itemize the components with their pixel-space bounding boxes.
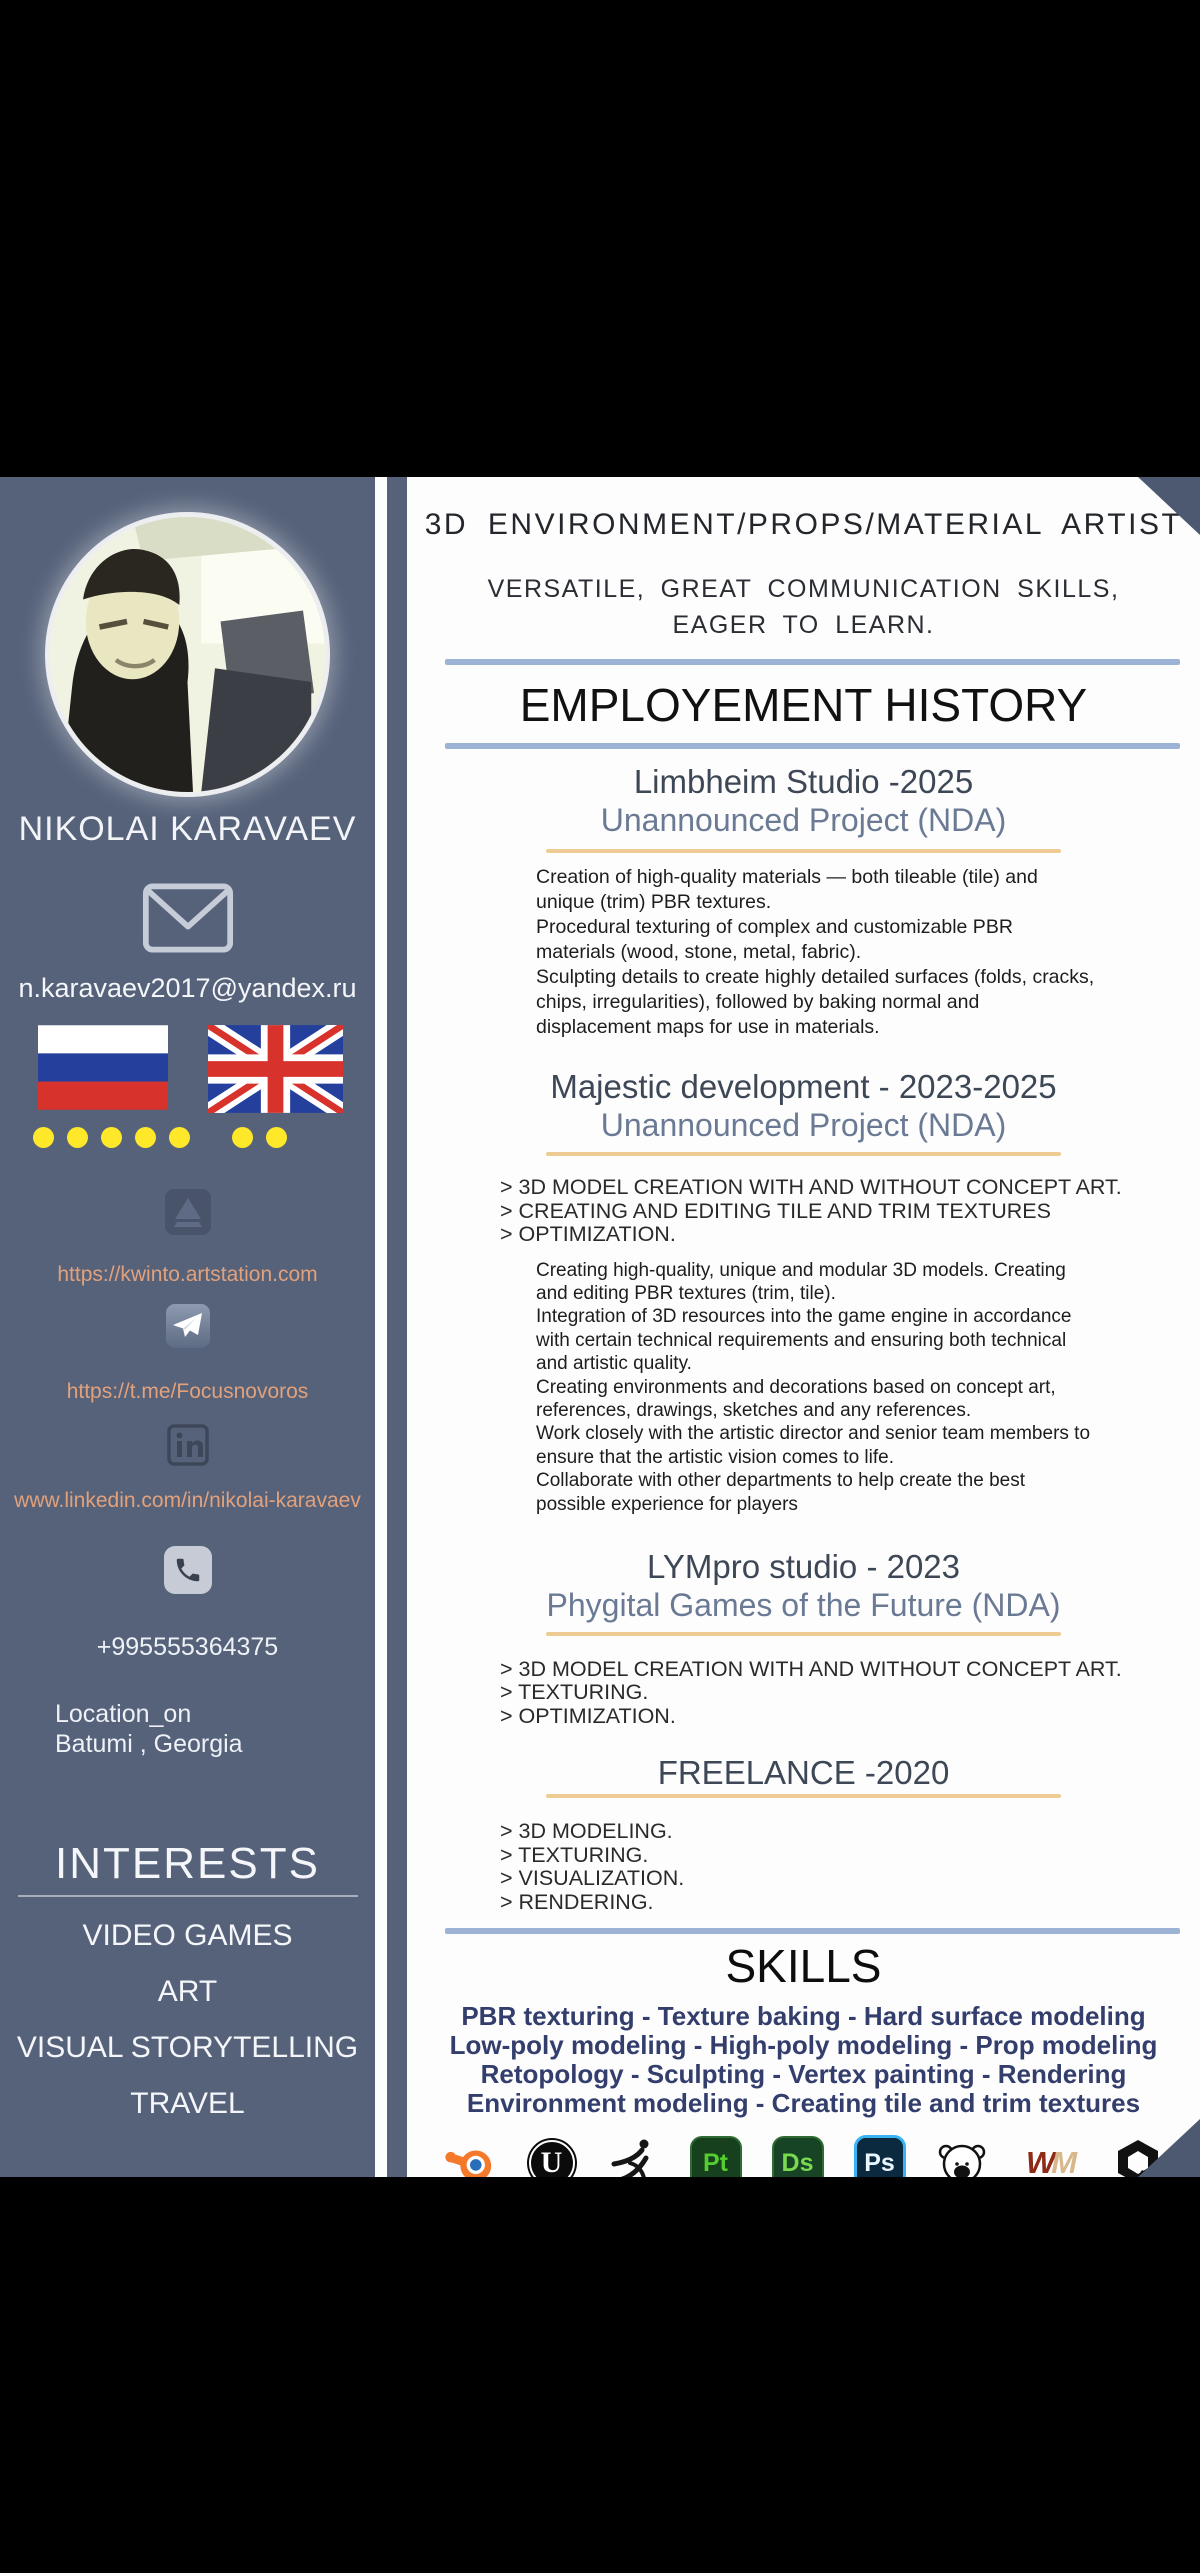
job-bullet: > 3D MODEL CREATION WITH AND WITHOUT CONCEPT ART. bbox=[500, 1656, 1122, 1681]
substance-painter-icon bbox=[690, 2137, 742, 2177]
job-underline bbox=[546, 849, 1061, 853]
sidebar-divider-bar bbox=[387, 477, 407, 2177]
job-description-line: Creating environments and decorations based on concept art, references, drawings, sketches and any references. bbox=[536, 1376, 1056, 1421]
job-underline bbox=[546, 1152, 1061, 1156]
job-bullet-list bbox=[500, 1176, 1140, 1247]
interests-title: INTERESTS bbox=[55, 1839, 320, 1888]
interests-divider bbox=[18, 1895, 358, 1897]
linkedin-icon[interactable] bbox=[0, 1423, 375, 1472]
resume-document bbox=[0, 477, 1200, 2177]
section-divider bbox=[445, 1928, 1180, 1934]
job-description-line: Work closely with the artistic director and senior team members to ensure that the artistic vision comes to life. bbox=[536, 1423, 1091, 1468]
job-company: Limbheim Studio -2025 bbox=[633, 763, 974, 800]
location-label: Location_on bbox=[55, 1700, 192, 1728]
job-bullet-list bbox=[500, 1820, 1140, 1914]
language-flags bbox=[38, 1025, 375, 1111]
main-content bbox=[407, 477, 1200, 2177]
world-machine-icon bbox=[1018, 2137, 1082, 2177]
interest-item: VISUAL STORYTELLING bbox=[16, 2031, 359, 2064]
job-description-line: Integration of 3D resources into the game engine in accordance with certain technical requirements and ensuring both technical and artistic quality. bbox=[536, 1306, 1072, 1375]
skills-title: SKILLS bbox=[725, 1940, 882, 1993]
job-bullet: > TEXTURING. bbox=[500, 1842, 649, 1867]
location-block bbox=[55, 1699, 375, 1759]
job-bullet: > RENDERING. bbox=[500, 1889, 654, 1914]
phone-icon bbox=[0, 1546, 375, 1599]
russian-level-dot bbox=[67, 1127, 88, 1148]
job-bullet: > VISUALIZATION. bbox=[500, 1866, 685, 1891]
section-divider bbox=[445, 743, 1180, 749]
job-project: Unannounced Project (NDA) bbox=[600, 1107, 1007, 1143]
phone-number[interactable]: +995555364375 bbox=[96, 1633, 279, 1661]
skills-line: Retopology - Sculpting - Vertex painting - Rendering bbox=[480, 2059, 1127, 2090]
email-address[interactable]: n.karavaev2017@yandex.ru bbox=[18, 973, 357, 1003]
role-title: 3D ENVIRONMENT/PROPS/MATERIAL ARTIST bbox=[424, 508, 1183, 541]
english-level-dot bbox=[232, 1127, 253, 1148]
profile-photo bbox=[50, 517, 325, 792]
unreal-engine-icon bbox=[526, 2137, 578, 2177]
unreal-badge-letter: U bbox=[529, 2140, 575, 2177]
email-icon bbox=[0, 882, 375, 959]
russian-level-dot bbox=[33, 1127, 54, 1148]
job-project: Phygital Games of the Future (NDA) bbox=[546, 1586, 1061, 1623]
job-description-line: Creating high-quality, unique and modular 3D models. Creating and editing PBR textures (trim, tile). bbox=[536, 1259, 1066, 1304]
job-underline bbox=[546, 1794, 1061, 1798]
skills-list bbox=[407, 2002, 1200, 2118]
designer-badge-text: Ds bbox=[781, 2148, 814, 2177]
job-bullet: > TEXTURING. bbox=[500, 1680, 649, 1705]
english-level-dot bbox=[266, 1127, 287, 1148]
uk-flag-icon bbox=[208, 1025, 343, 1113]
skills-line: Low-poly modeling - High-poly modeling - Prop modeling bbox=[449, 2030, 1158, 2061]
employment-history-title: EMPLOYEMENT HISTORY bbox=[519, 679, 1088, 731]
world-machine-w: W bbox=[1025, 2145, 1052, 2177]
interest-item: VIDEO GAMES bbox=[82, 1919, 293, 1952]
telegram-link[interactable]: https://t.me/Focusnovoros bbox=[66, 1380, 309, 1403]
corner-triangle-top bbox=[1138, 477, 1200, 535]
marmoset-toolbag-icon bbox=[936, 2137, 988, 2177]
language-proficiency-dots bbox=[33, 1127, 375, 1149]
skills-line: Environment modeling - Creating tile and trim textures bbox=[466, 2088, 1141, 2119]
job-description bbox=[536, 1259, 1096, 1516]
job-description-line: Creation of high-quality materials — both tileable (tile) and unique (trim) PBR textures. bbox=[536, 866, 1038, 913]
job-company: LYMpro studio - 2023 bbox=[646, 1547, 961, 1585]
job-bullet: > 3D MODELING. bbox=[500, 1819, 673, 1844]
job-project: Unannounced Project (NDA) bbox=[600, 802, 1007, 838]
job-bullet: > OPTIMIZATION. bbox=[500, 1703, 676, 1728]
section-divider bbox=[445, 659, 1180, 665]
job-bullet: > OPTIMIZATION. bbox=[500, 1222, 676, 1246]
job-description-line: Collaborate with other departments to help create the best possible experience for players bbox=[536, 1470, 1026, 1515]
photoshop-icon bbox=[854, 2137, 906, 2177]
tagline: VERSATILE, GREAT COMMUNICATION SKILLS, EAGER TO LEARN. bbox=[487, 575, 1120, 639]
artstation-link[interactable]: https://kwinto.artstation.com bbox=[57, 1263, 318, 1286]
zbrush-icon bbox=[608, 2137, 660, 2177]
job-underline bbox=[546, 1632, 1061, 1636]
russia-flag-icon bbox=[38, 1025, 168, 1110]
blender-icon bbox=[444, 2137, 496, 2177]
job-description-line: Procedural texturing of complex and customizable PBR materials (wood, stone, metal, fabric). bbox=[536, 916, 1013, 963]
corner-triangle-bottom bbox=[1138, 2119, 1200, 2177]
job-company: FREELANCE -2020 bbox=[657, 1754, 950, 1792]
painter-badge-text: Pt bbox=[703, 2148, 728, 2177]
russian-level-dot bbox=[101, 1127, 122, 1148]
location-value: Batumi , Georgia bbox=[55, 1730, 243, 1758]
sidebar bbox=[0, 477, 375, 2177]
job-bullet-list bbox=[500, 1658, 1140, 1729]
job-company: Majestic development - 2023-2025 bbox=[550, 1068, 1057, 1105]
interest-item: ART bbox=[157, 1975, 218, 2008]
photoshop-badge-text: Ps bbox=[864, 2148, 895, 2177]
world-machine-m: M bbox=[1051, 2145, 1074, 2177]
skills-line: PBR texturing - Texture baking - Hard surface modeling bbox=[461, 2001, 1146, 2032]
telegram-icon[interactable] bbox=[0, 1304, 375, 1353]
job-bullet: > CREATING AND EDITING TILE AND TRIM TEXTURES bbox=[500, 1198, 1051, 1223]
russian-level-dot bbox=[169, 1127, 190, 1148]
interest-item: TRAVEL bbox=[130, 2087, 245, 2120]
person-name: NIKOLAI KARAVAEV bbox=[18, 810, 357, 848]
profile-photo-image bbox=[50, 517, 325, 792]
software-icons-row bbox=[407, 2136, 1200, 2177]
linkedin-link[interactable]: www.linkedin.com/in/nikolai-karavaev bbox=[14, 1489, 361, 1512]
artstation-icon[interactable] bbox=[0, 1189, 375, 1240]
substance-designer-icon bbox=[772, 2137, 824, 2177]
russian-level-dot bbox=[135, 1127, 156, 1148]
job-bullet: > 3D MODEL CREATION WITH AND WITHOUT CONCEPT ART. bbox=[500, 1175, 1122, 1199]
job-description bbox=[536, 865, 1096, 1040]
job-description-line: Sculpting details to create highly detailed surfaces (folds, cracks, chips, irregularities), followed by baking normal and displacement maps for use in materials. bbox=[536, 966, 1095, 1038]
